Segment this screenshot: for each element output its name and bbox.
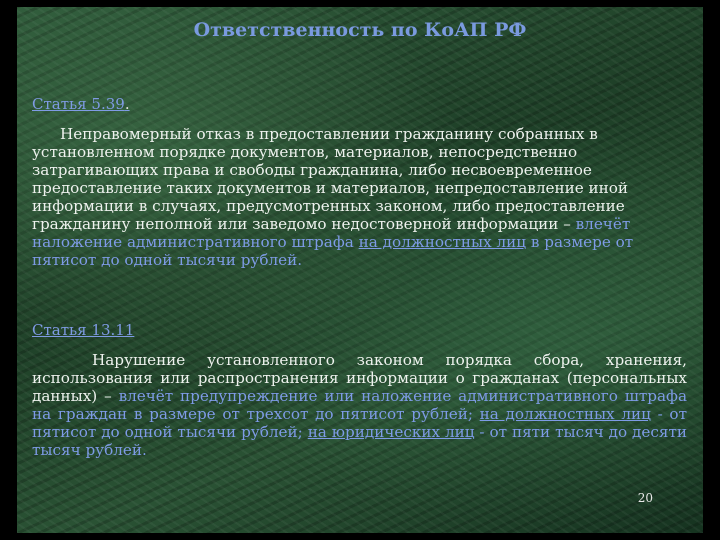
article-13-11-body: Нарушение установленного законом порядка сбора, хранения, использования или распространения информации о гражданах (персональных данных) – (32, 351, 687, 405)
slide (17, 7, 703, 533)
article-5-39-link[interactable]: Статья 5.39 (32, 95, 125, 113)
article-13-11-officials-amount: - от пятисот до одной тысячи рублей; (32, 405, 687, 441)
article-5-39-penalty: влечёт наложение административного штрафа (32, 215, 631, 251)
article-13-11-link[interactable]: Статья 13.11 (32, 321, 135, 339)
article-13-11-officials[interactable]: на должностных лиц (479, 405, 651, 423)
article-5-39-link-row (32, 95, 130, 113)
page-number: 20 (637, 491, 653, 505)
article-5-39-body: Неправомерный отказ в предоставлении гражданину собранных в установленном порядке документов, материалов, непосредственно затрагивающих права и свободы гражданина, либо несвоевременное предоставление таких документов и материалов, непредоставление иной информации в случаях, предусмотренных законом, либо предоставление гражданину неполной или заведомо недостоверной информации – (32, 125, 629, 233)
article-5-39-amount: в размере от пятисот до одной тысячи рублей. (32, 233, 634, 269)
article-5-39-dot: . (124, 95, 130, 113)
article-13-11-legal-entities[interactable]: на юридических лиц (307, 423, 475, 441)
article-13-11-legal-amount: - от пяти тысяч до десяти тысяч рублей. (32, 423, 687, 459)
slide-title: Ответственность по КоАП РФ (193, 19, 527, 41)
article-13-11-penalty: влечёт предупреждение или наложение административного штрафа на граждан в размере от трехсот до пятисот рублей; (32, 387, 688, 423)
article-13-11-text (32, 351, 687, 459)
article-5-39-text (32, 125, 690, 269)
article-5-39-officials[interactable]: на должностных лиц (358, 233, 527, 251)
